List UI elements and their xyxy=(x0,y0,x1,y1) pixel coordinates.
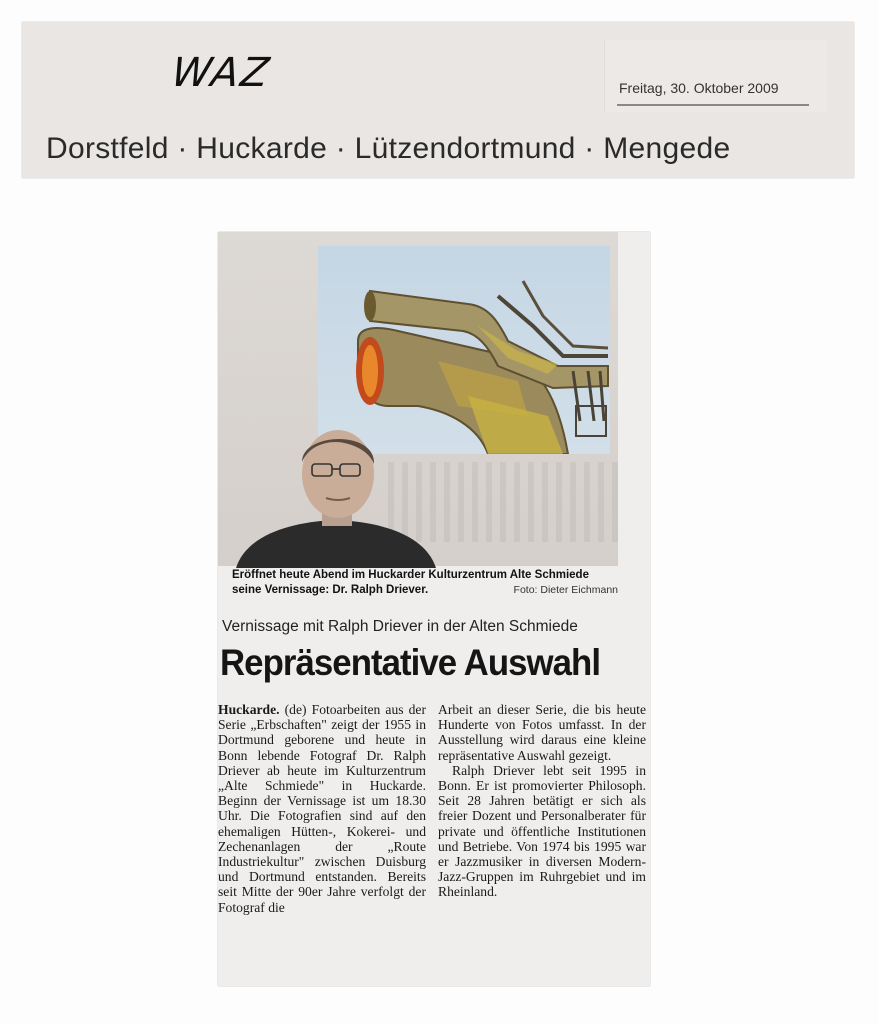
date-rule xyxy=(617,104,809,106)
body-text-col1: (de) Fotoarbeiten aus der Serie „Erbschaften" zeigt der 1955 in Dortmund geborene und heute in Bonn lebende Fotograf Dr. Ralph Driever ab heute im Kulturzentrum „Alte Schmiede" in Huckarde. Beginn der Vernissage ist um 18.30 Uhr. Die Fotografien sind auf den ehemaligen Hütten-, Kokerei- und Zechenanlagen der „Route Industriekultur" zwischen Duisburg und Dortmund entstanden. Bereits seit Mitte der 90er Jahre verfolgt der Fotograf die xyxy=(218,702,426,915)
clipping-header xyxy=(22,22,854,178)
photo-credit: Foto: Dieter Eichmann xyxy=(513,584,618,596)
man-portrait-image xyxy=(236,422,436,568)
article-kicker: Vernissage mit Ralph Driever in der Alten Schmiede xyxy=(222,618,578,635)
body-column-2 xyxy=(438,702,646,900)
date-slip xyxy=(604,40,827,112)
photo-caption: Eröffnet heute Abend im Huckarder Kulturzentrum Alte Schmiede seine Vernissage: Dr. Ralph Driever. xyxy=(232,569,589,596)
handwritten-note: WAZ xyxy=(168,50,274,96)
portrait-photo xyxy=(236,422,436,568)
article-clipping xyxy=(218,232,650,986)
body-paragraph-1: Arbeit an dieser Serie, die bis heute Hunderte von Fotos umfasst. In der Ausstellung wird daraus eine kleine repräsentative Auswahl gezeigt. xyxy=(438,702,646,763)
publication-date: Freitag, 30. Oktober 2009 xyxy=(619,80,779,96)
body-column-1 xyxy=(218,702,426,915)
dateline: Huckarde. xyxy=(218,702,280,717)
article-headline: Repräsentative Auswahl xyxy=(220,642,601,683)
body-paragraph-2: Ralph Driever lebt seit 1995 in Bonn. Er ist promovierter Philosoph. Seit 28 Jahren betätigt er sich als freier Dozent und Personalberater für private und öffentliche Institutionen und Betriebe. Von 1974 bis 1995 war er Jazzmusiker in diversen Modern-Jazz-Gruppen im Ruhrgebiet und im Rheinland. xyxy=(438,762,646,900)
district-line: Dorstfeld · Huckarde · Lützendortmund · Mengede xyxy=(46,132,731,165)
